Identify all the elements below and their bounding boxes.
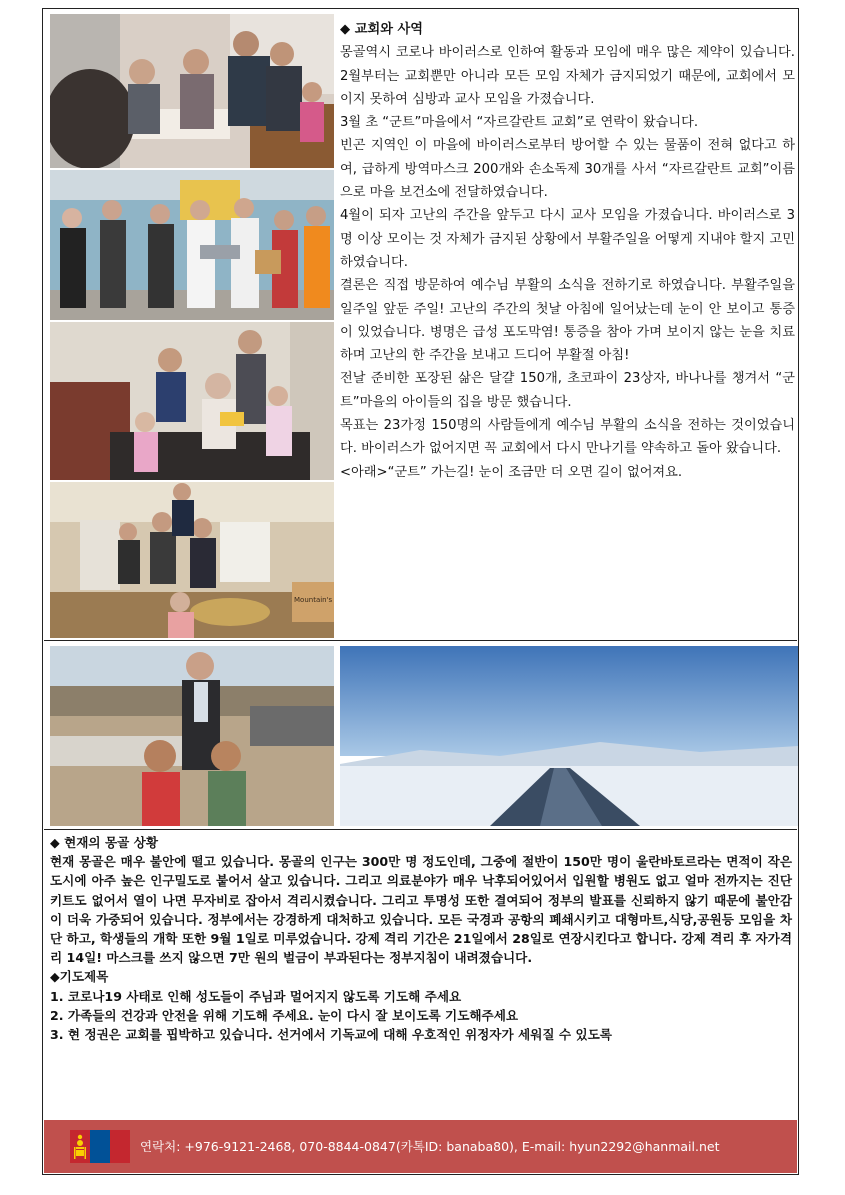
photo-sign-text: Mountain's xyxy=(294,596,333,604)
photo-house-visit xyxy=(50,482,334,638)
situation-body: 현재 몽골은 매우 불안에 떨고 있습니다. 몽골의 인구는 300만 명 정도인데, 그중에 절반이 150만 명이 울란바토르라는 면적이 작은 도시에 아주 높은 인구밀도로 붙어서 살고 있습니다. 그리고 의료분야가 매우 낙후되어있어서 입원할 병원도 없고 얼마 전까지는 진단키트도 없어서 열이 나면 무자비로 잡아서 격리시켰습니다. 그리고 투명성 또한 결여되어 정부의 발표를 신뢰하지 않기 때문에 불안감이 더욱 가중되어 있습니다. 정부에서는 강경하게 대처하고 있습니다. 모든 국경과 공항의 폐쇄시키고 대형마트,식당,공원등 모임을 차단 하고, 학생들의 개학 또한 9월 1일로 미루었습니다. 강제 격리 기간은 21일에서 28일로 연장시킨다고 합니다. 강제 격리 후 자가격리 14일! 마스크를 쓰지 않으면 7만 원의 벌금이 부과된다는 정부지침이 내려졌습니다. xyxy=(50,854,792,966)
paragraph-4: 4월이 되자 고난의 주간을 앞두고 다시 교사 모임을 가졌습니다. 바이러스로 3명 이상 모이는 것 자체가 금지된 상황에서 부활주일을 어떻게 지내야 할지 고민하였습니다. xyxy=(340,208,795,270)
paragraph-7: 목표는 23가정 150명의 사람들에게 예수님 부활의 소식을 전하는 것이었습니다. 바이러스가 없어지면 꼭 교회에서 다시 만나기를 약속하고 돌아 왔습니다. xyxy=(340,418,795,457)
paragraph-1: 몽골역시 코로나 바이러스로 인하여 활동과 모임에 매우 많은 제약이 있습니다. 2월부터는 교회뿐만 아니라 모든 모임 자체가 금지되었기 때문에, 교회에서 모이지 못하여 심방과 교사 모임을 가졌습니다. xyxy=(340,45,795,107)
prayer-item-2: 2. 가족들의 건강과 안전을 위해 기도해 주세요. 눈이 다시 잘 보이도록 기도해주세요 xyxy=(50,1007,519,1023)
section-heading-prayer: ◆기도제목 xyxy=(50,969,109,985)
photo-snowy-road xyxy=(340,646,798,826)
divider-top xyxy=(44,640,797,641)
footer-bar xyxy=(44,1120,797,1173)
section-heading-situation: ◆ 현재의 몽골 상황 xyxy=(50,835,158,850)
prayer-item-1: 1. 코로나19 사태로 인해 성도들이 주님과 멀어지지 않도록 기도해 주세요 xyxy=(50,988,462,1004)
paragraph-8: <아래>“군트” 가는길! 눈이 조금만 더 오면 길이 없어져요. xyxy=(340,464,683,480)
mongolia-flag-icon xyxy=(70,1130,130,1163)
photo-family-visit xyxy=(50,322,334,480)
mongolia-situation-section xyxy=(50,833,792,1044)
prayer-item-3: 3. 현 정권은 교회를 핍박하고 있습니다. 선거에서 기독교에 대해 우호적인 위정자가 세워질 수 있도록 xyxy=(50,1027,612,1043)
divider-bottom xyxy=(44,829,797,830)
paragraph-5: 결론은 직접 방문하여 예수님 부활의 소식을 전하기로 하였습니다. 부활주일을 일주일 앞둔 주일! 고난의 주간의 첫날 아침에 일어났는데 눈이 안 보이고 통증이 있었습니다. 병명은 급성 포도막염! 통증을 참아 가며 보이지 않는 눈을 치료하며 고난의 한 주간을 보내고 드디어 부활절 아침! xyxy=(340,278,795,364)
paragraph-6: 전날 준비한 포장된 삶은 달걀 150개, 초코파이 23상자, 바나나를 챙겨서 “군트”마을의 아이들의 집을 방문 했습니다. xyxy=(340,371,795,410)
paragraph-3: 빈곤 지역인 이 마을에 바이러스로부터 방어할 수 있는 물품이 전혀 없다고 하여, 급하게 방역마스크 200개와 손소독제 30개를 사서 “자르갈란트 교회”이름으로 마을 보건소에 전달하였습니다. xyxy=(340,138,795,201)
photo-man-with-children xyxy=(50,646,334,826)
contact-info: 연락처: +976-9121-2468, 070-8844-0847(카톡ID: banaba80), E-mail: hyun2292@hanmail.net xyxy=(140,1139,720,1154)
section-heading-church: ◆ 교회와 사역 xyxy=(340,22,424,37)
church-ministry-section xyxy=(340,18,795,484)
photo-mask-donation xyxy=(50,170,334,320)
paragraph-2: 3월 초 “군트”마을에서 “자르갈란트 교회”로 연락이 왔습니다. xyxy=(340,115,699,131)
photo-teacher-meeting xyxy=(50,14,334,168)
